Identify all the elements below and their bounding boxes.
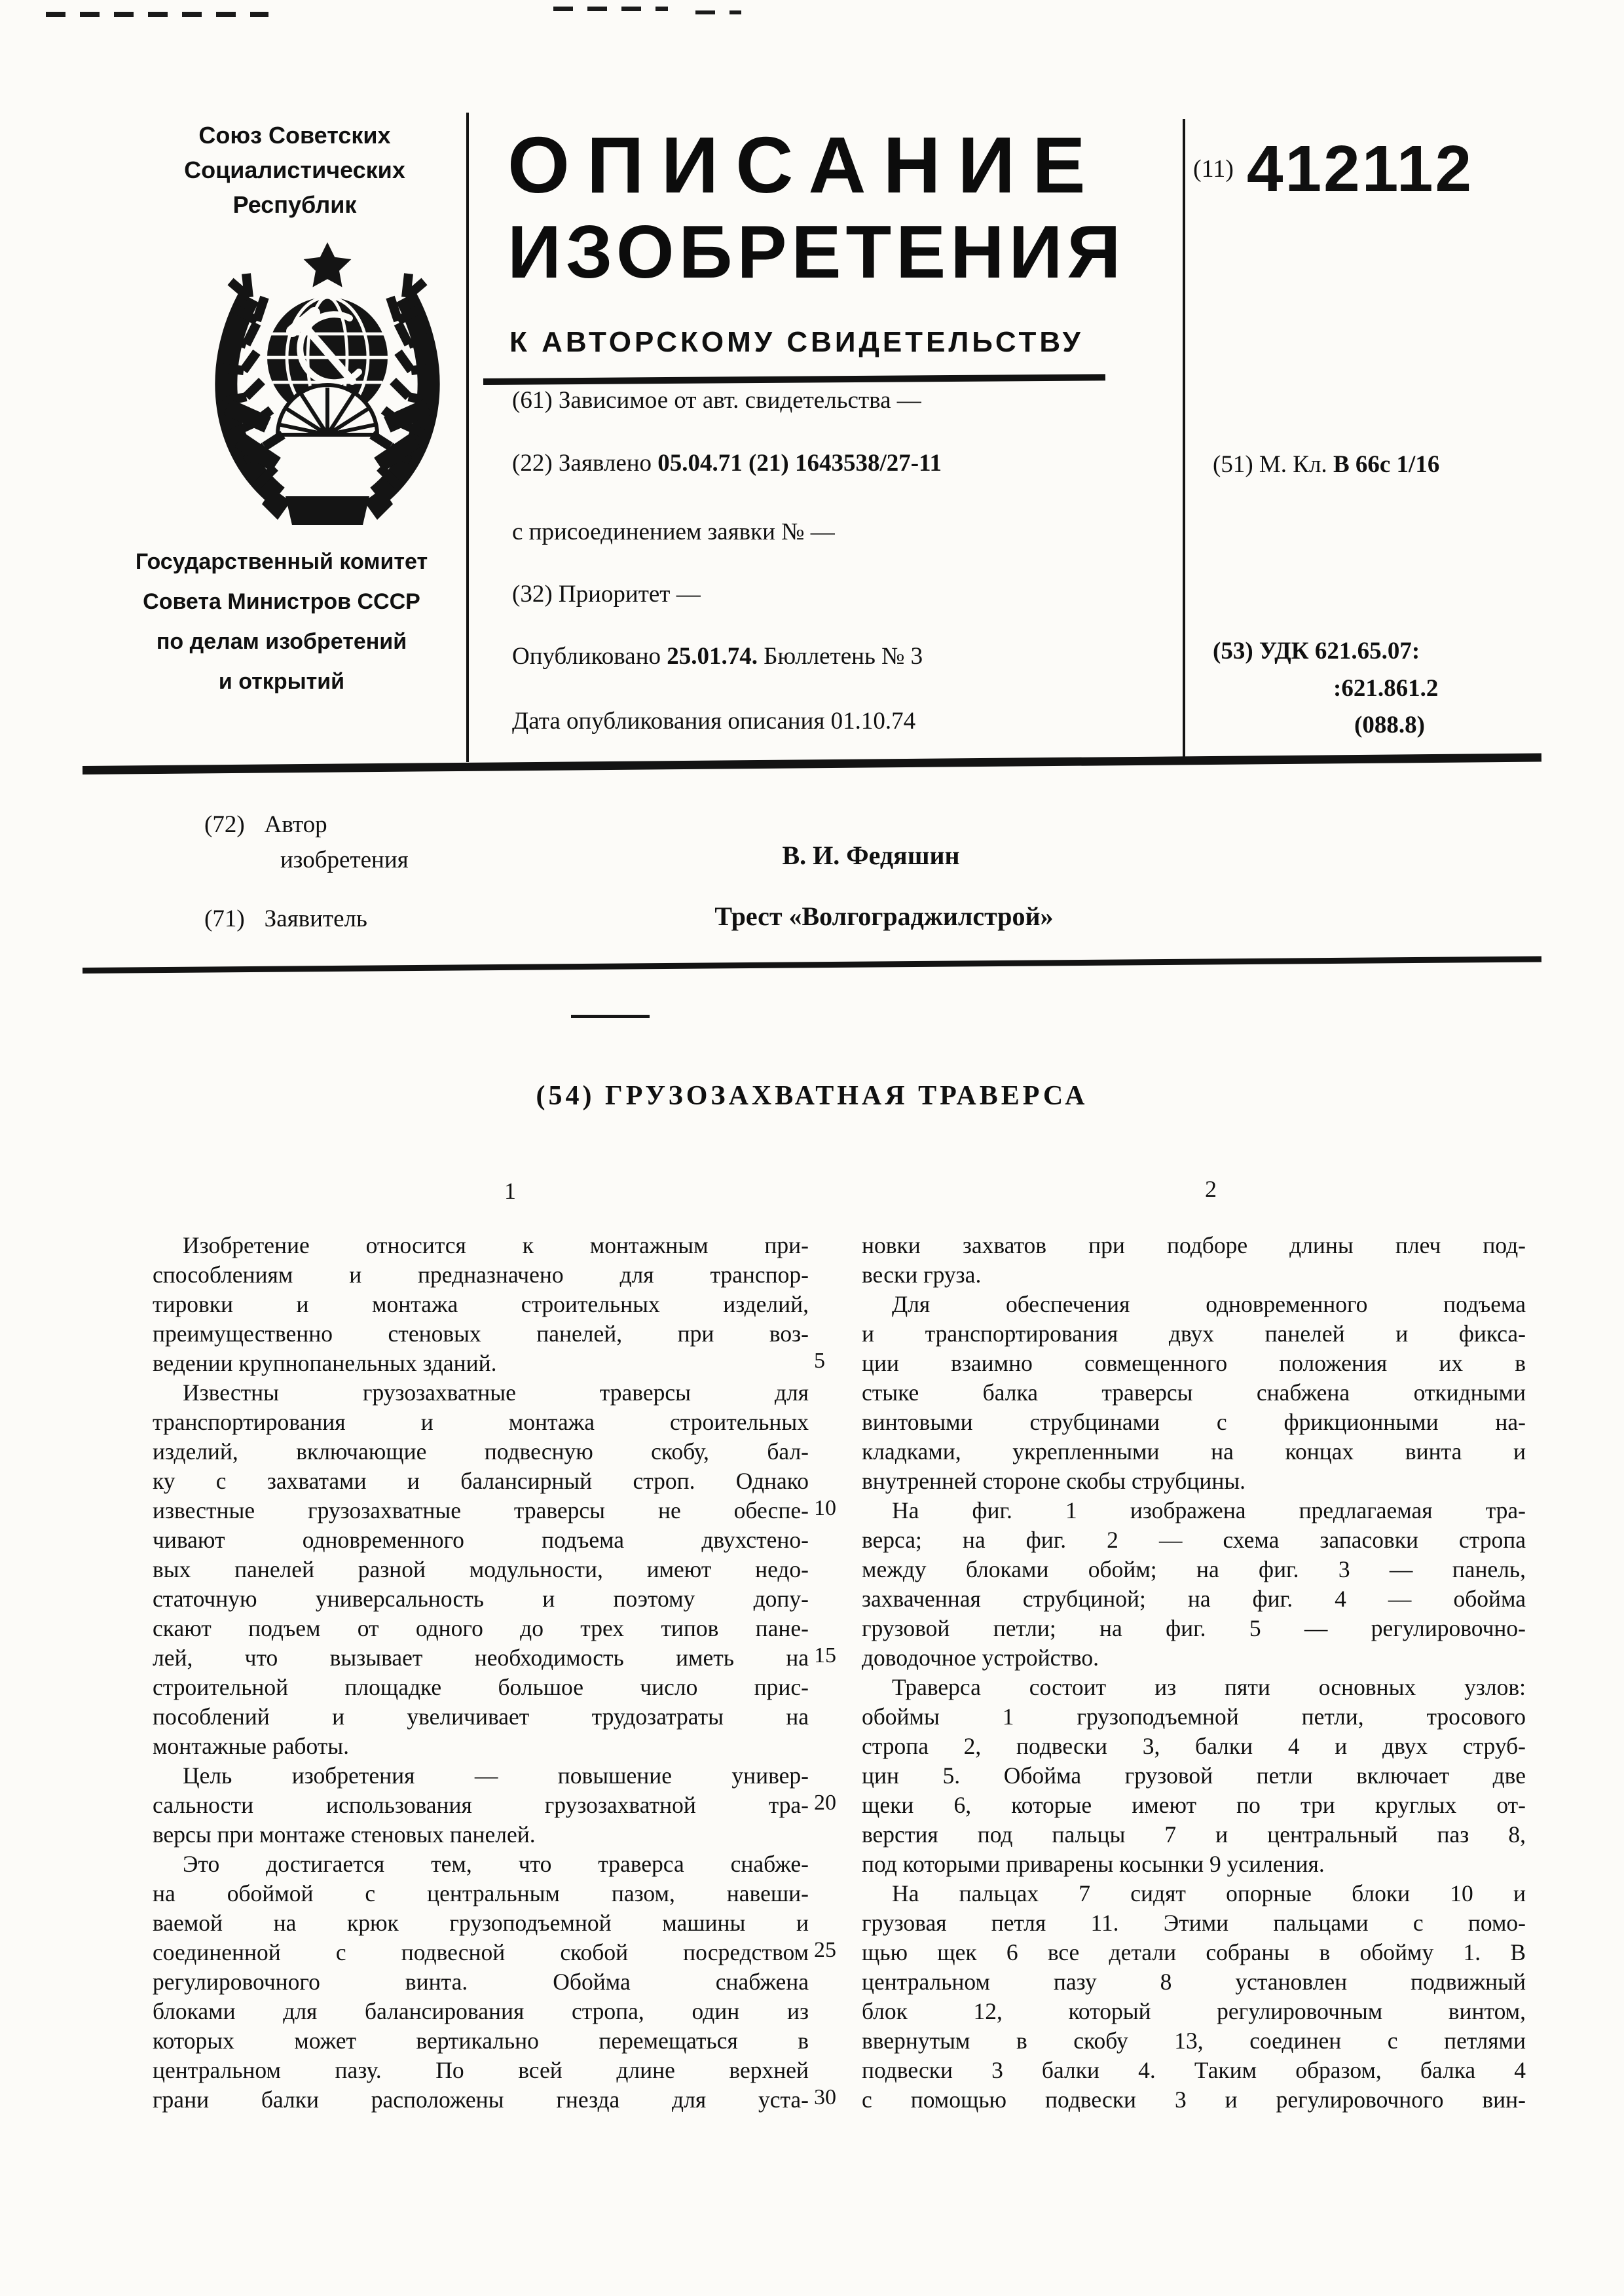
body-text-line: транспортирования и монтажа строительных — [153, 1409, 809, 1435]
body-text-line: строительной площадке большое число прис- — [153, 1674, 809, 1700]
body-text-line: с помощью подвески 3 и регулировочного вин- — [862, 2086, 1526, 2113]
body-text-line: Цель изобретения — повышение универ- — [183, 1762, 809, 1789]
body-text-line: грани балки расположены гнезда для уста- — [153, 2086, 809, 2113]
body-text-line: статочную универсальность и поэтому допу- — [153, 1586, 809, 1612]
body-text-line: скают подъем от одного до трех типов пане- — [153, 1615, 809, 1641]
body-text-line: центральном пазу. По всей длине верхней — [153, 2057, 809, 2083]
committee-name-line: Государственный комитет — [135, 549, 428, 574]
body-text-line: Известны грузозахватные траверсы для — [183, 1379, 809, 1406]
vertical-rule — [1183, 119, 1185, 762]
union-name-line: Социалистических — [184, 156, 405, 183]
scan-artifact-dash — [571, 1015, 650, 1018]
field-udc-line2: :621.861.2 — [1333, 675, 1439, 702]
body-text-line: новки захватов при подборе длины плеч под- — [862, 1232, 1526, 1258]
body-text-line: известные грузозахватные траверсы не обеспе- — [153, 1497, 809, 1523]
body-text-line: ции взаимно совмещенного положения их в — [862, 1350, 1526, 1376]
body-text-line: грузовая петля 11. Этими пальцами с помо- — [862, 1910, 1526, 1936]
body-text-line: Изобретение относится к монтажным при- — [183, 1232, 809, 1258]
subtitle-underline-rule — [483, 374, 1105, 385]
union-name — [151, 118, 439, 222]
body-text-line: подвески 3 балки 4. Таким образом, балка 4 — [862, 2057, 1526, 2083]
body-text-line: стропа 2, подвески 3, балки 4 и двух струб- — [862, 1733, 1526, 1759]
author-label — [204, 811, 327, 839]
body-text-line: версы при монтаже стеновых панелей. — [153, 1821, 536, 1848]
vertical-rule — [466, 113, 469, 762]
doc-number-label: (11) — [1193, 155, 1234, 183]
field-published-bulletin: Бюллетень № 3 — [758, 643, 923, 670]
line-number-10: 10 — [814, 1496, 836, 1520]
line-number-5: 5 — [814, 1349, 825, 1373]
scan-artifact-dashes — [46, 12, 268, 17]
invention-title: (54) ГРУЗОЗАХВАТНАЯ ТРАВЕРСА — [536, 1081, 1088, 1111]
author-label-word: Автор — [264, 811, 327, 838]
doc-number-value: 412112 — [1246, 132, 1474, 206]
body-text-line: тировки и монтажа строительных изделий, — [153, 1291, 809, 1317]
field-attachment: с присоединением заявки № — — [512, 519, 835, 545]
body-text-line: Для обеспечения одновременного подъема — [892, 1291, 1526, 1317]
body-text-line: и транспортирования двух панелей и фикса- — [862, 1321, 1526, 1347]
body-text-line: которых может вертикально перемещаться в — [153, 2028, 809, 2054]
body-text-line: под которыми приварены косынки 9 усиления. — [862, 1851, 1325, 1877]
field-publication-date: Дата опубликования описания 01.10.74 — [512, 708, 916, 735]
scan-artifact-dashes — [695, 10, 741, 14]
body-text-line: ведении крупнопанельных зданий. — [153, 1350, 497, 1376]
field-ipc-class — [1213, 450, 1439, 479]
body-text-line: щью щек 6 все детали собраны в обойму 1. В — [862, 1939, 1526, 1965]
body-text-line: кладками, укрепленными на концах винта и — [862, 1438, 1526, 1465]
author-label-line2: изобретения — [280, 847, 409, 873]
applicant-name: Трест «Волгограджилстрой» — [714, 902, 1054, 931]
body-text-line: регулировочного винта. Обойма снабжена — [153, 1969, 809, 1995]
line-number-20: 20 — [814, 1791, 836, 1815]
field-filed-value: 05.04.71 (21) 1643538/27-11 — [657, 450, 942, 477]
union-name-line: Союз Советских — [198, 122, 391, 149]
body-text-line: внутренней стороне скобы струбцины. — [862, 1468, 1246, 1494]
body-text-line: захваченная струбциной; на фиг. 4 — обойма — [862, 1586, 1526, 1612]
field-published-label: Опубликовано — [512, 643, 667, 670]
body-text-line: на обоймой с центральным пазом, навеши- — [153, 1880, 809, 1906]
applicant-label — [204, 905, 367, 933]
body-text-line: верстия под пальцы 7 и центральный паз 8, — [862, 1821, 1526, 1848]
line-number-15: 15 — [814, 1643, 836, 1667]
field-ipc-value: В 66с 1/16 — [1333, 451, 1440, 478]
doc-subtitle: К АВТОРСКОМУ СВИДЕТЕЛЬСТВУ — [509, 326, 1084, 358]
body-text-line: Это достигается тем, что траверса снабже- — [183, 1851, 809, 1877]
doc-number — [1193, 132, 1474, 206]
doc-type-title-line2: ИЗОБРЕТЕНИЯ — [507, 211, 1126, 294]
author-name: В. И. Федяшин — [782, 841, 960, 870]
committee-name-line: Совета Министров СССР — [143, 589, 420, 614]
body-text-line: лей, что вызывает необходимость иметь на — [153, 1645, 809, 1671]
field-ipc-label: (51) М. Кл. — [1213, 451, 1333, 478]
field-published — [512, 642, 923, 670]
column-number-2: 2 — [1205, 1176, 1217, 1202]
body-text-line: ку с захватами и балансирный строп. Однако — [153, 1468, 809, 1494]
body-text-line: пособлений и увеличивает трудозатраты на — [153, 1704, 809, 1730]
body-text-line: доводочное устройство. — [862, 1645, 1099, 1671]
body-text-line: обоймы 1 грузоподъемной петли, тросового — [862, 1704, 1526, 1730]
body-text-line: ввернутым в скобу 13, соединен с петлями — [862, 2028, 1526, 2054]
body-text-line: стыке балка траверсы снабжена откидными — [862, 1379, 1526, 1406]
body-text-line: цин 5. Обойма грузовой петли включает две — [862, 1762, 1526, 1789]
field-filed-label: (22) Заявлено — [512, 450, 658, 477]
body-text-line: вески груза. — [862, 1262, 982, 1288]
field-dependent: (61) Зависимое от авт. свидетельства — — [512, 387, 921, 414]
body-text-line: центральном пазу 8 установлен подвижный — [862, 1969, 1526, 1995]
body-text-line: блоками для балансирования стропа, один из — [153, 1998, 809, 2024]
scan-artifact-dashes — [553, 7, 668, 11]
body-text-line: ваемой на крюк грузоподъемной машины и — [153, 1910, 809, 1936]
body-text-line: чивают одновременного подъема двухстено- — [153, 1527, 809, 1553]
line-number-30: 30 — [814, 2085, 836, 2109]
field-udc-line3: (088.8) — [1354, 712, 1425, 738]
body-column-left — [153, 1231, 809, 2115]
committee-name-line: по делам изобретений — [156, 629, 407, 654]
field-udc-line1: (53) УДК 621.65.07: — [1213, 638, 1420, 665]
body-text-line: На фиг. 1 изображена предлагаемая тра- — [892, 1497, 1526, 1523]
committee-name-line: и открытий — [218, 669, 345, 694]
body-text-line: между блоками обойм; на фиг. 3 — панель, — [862, 1556, 1526, 1582]
body-text-line: щеки 6, которые имеют по три круглых от- — [862, 1792, 1526, 1818]
author-label-number: (72) — [204, 811, 245, 838]
line-number-25: 25 — [814, 1938, 836, 1962]
body-text-line: соединенной с подвесной скобой посредством — [153, 1939, 809, 1965]
body-text-line: вых панелей разной модульности, имеют недо- — [153, 1556, 809, 1582]
applicant-label-word: Заявитель — [264, 905, 367, 932]
body-text-line: изделий, включающие подвесную скобу, бал- — [153, 1438, 809, 1465]
body-text-line: винтовыми струбцинами с фрикционными на- — [862, 1409, 1526, 1435]
divider-rule-bottom — [83, 957, 1541, 974]
body-text-line: верса; на фиг. 2 — схема запасовки стропа — [862, 1527, 1526, 1553]
body-text-line: монтажные работы. — [153, 1733, 350, 1759]
applicant-label-number: (71) — [204, 905, 245, 932]
body-column-right — [862, 1231, 1526, 2115]
field-published-date: 25.01.74. — [667, 643, 758, 670]
committee-name — [97, 542, 466, 702]
field-priority: (32) Приоритет — — [512, 581, 701, 608]
union-name-line: Республик — [232, 191, 357, 218]
body-text-line: сальности использования грузозахватной тра- — [153, 1792, 809, 1818]
body-text-line: На пальцах 7 сидят опорные блоки 10 и — [892, 1880, 1526, 1906]
body-text-line: блок 12, который регулировочным винтом, — [862, 1998, 1526, 2024]
divider-rule-top — [83, 754, 1541, 774]
doc-type-title-line1: ОПИСАНИЕ — [507, 120, 1103, 210]
column-number-1: 1 — [504, 1178, 516, 1204]
body-text-line: грузовой петли; на фиг. 5 — регулировочно- — [862, 1615, 1526, 1641]
ussr-emblem-icon — [196, 240, 458, 536]
body-text-line: способлениям и предназначено для транспор- — [153, 1262, 809, 1288]
field-filed — [512, 449, 942, 477]
body-text-line: преимущественно стеновых панелей, при воз- — [153, 1321, 809, 1347]
body-text-line: Траверса состоит из пяти основных узлов: — [892, 1674, 1526, 1700]
